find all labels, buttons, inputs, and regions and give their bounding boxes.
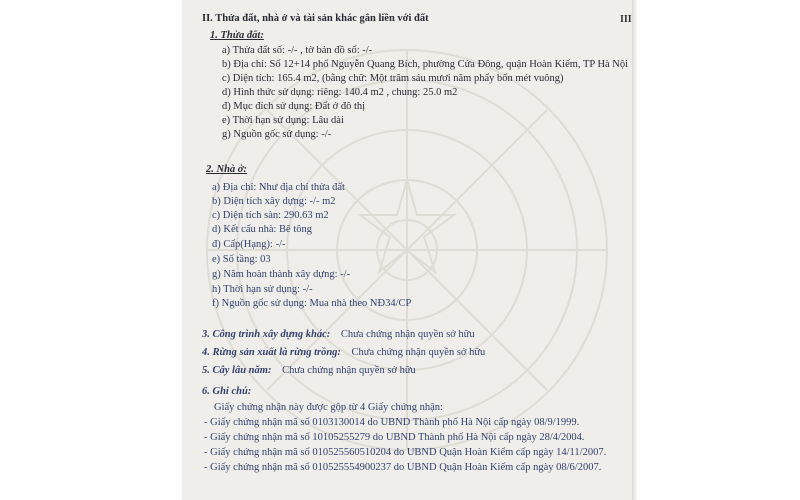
- land-line: e) Thời hạn sử dụng: Lâu dài: [222, 115, 344, 126]
- forest-row: [202, 346, 485, 359]
- house-heading: 2. Nhà ở:: [206, 164, 247, 175]
- house-line: d) Kết cấu nhà: Bê tông: [212, 224, 313, 235]
- notes-intro: Giấy chứng nhận này được gộp từ 4 Giấy chứng nhận:: [214, 402, 443, 413]
- page-marker: III: [620, 14, 632, 25]
- land-line: d) Hình thức sử dụng: riêng: 140.4 m2 , chung: 25.0 m2: [222, 87, 458, 98]
- page-edge: [632, 0, 638, 500]
- house-line: f) Nguồn gốc sử dụng: Mua nhà theo NĐ34/CP: [212, 298, 412, 309]
- house-line: b) Diện tích xây dựng: -/- m2: [212, 196, 336, 207]
- house-line: g) Năm hoàn thành xây dựng: -/-: [212, 269, 351, 280]
- notes-item: - Giấy chứng nhận mã số 010525554900237 do UBND Quận Hoàn Kiếm cấp ngày 08/6/2007.: [204, 462, 602, 473]
- section-title: II. Thửa đất, nhà ở và tài sản khác gắn liền với đất: [202, 13, 429, 24]
- house-line: đ) Cấp(Hạng): -/-: [212, 239, 286, 250]
- land-heading: 1. Thửa đất:: [210, 30, 264, 41]
- land-line: g) Nguồn gốc sử dụng: -/-: [222, 129, 332, 140]
- land-line: đ) Mục đích sử dụng: Đất ở đô thị: [222, 101, 366, 112]
- forest-value: Chưa chứng nhận quyền sở hữu: [351, 347, 486, 358]
- land-line: b) Địa chỉ: Số 12+14 phố Nguyễn Quang Bích, phường Cửa Đông, quận Hoàn Kiếm, TP Hà Nội: [222, 59, 629, 70]
- house-line: e) Số tầng: 03: [212, 254, 271, 265]
- house-line: c) Diện tích sàn: 290.63 m2: [212, 210, 329, 221]
- house-line: a) Địa chỉ: Như địa chỉ thửa đất: [212, 182, 345, 193]
- perennial-heading: 5. Cây lâu năm:: [202, 365, 272, 376]
- perennial-value: Chưa chứng nhận quyền sở hữu: [282, 365, 416, 376]
- notes-heading: 6. Ghi chú:: [202, 386, 252, 397]
- other-construction-heading: 3. Công trình xây dựng khác:: [202, 329, 331, 340]
- notes-item: - Giấy chứng nhận mã số 010525560510204 do UBND Quận Hoàn Kiếm cấp ngày 14/11/2007.: [204, 447, 607, 458]
- land-line: a) Thửa đất số: -/- , tờ bản đồ số: -/-: [222, 45, 373, 56]
- other-construction-value: Chưa chứng nhận quyền sở hữu: [340, 329, 475, 340]
- house-line: h) Thời hạn sử dụng: -/-: [212, 284, 313, 295]
- other-construction-row: [202, 328, 475, 341]
- perennial-row: [202, 364, 416, 377]
- land-line: c) Diện tích: 165.4 m2, (bằng chữ: Một trăm sáu mươi năm phẩy bốn mét vuông): [222, 73, 564, 84]
- forest-heading: 4. Rừng sản xuất là rừng trồng:: [202, 347, 341, 358]
- notes-item: - Giấy chứng nhận mã số 10105255279 do UBND Thành phố Hà Nội cấp ngày 28/4/2004.: [204, 432, 585, 443]
- notes-item: - Giấy chứng nhận mã số 0103130014 do UBND Thành phố Hà Nội cấp ngày 08/9/1999.: [204, 417, 580, 428]
- certificate-page: [182, 0, 632, 500]
